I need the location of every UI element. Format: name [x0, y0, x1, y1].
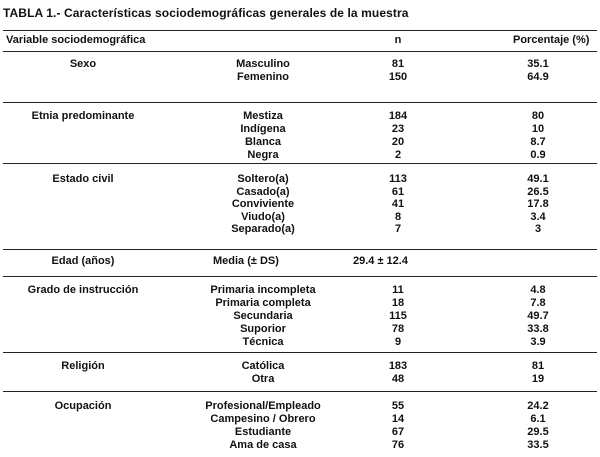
count-value: 14	[391, 413, 405, 425]
percentage-value: 35.1	[527, 58, 549, 70]
category-label: Conviviente	[231, 198, 295, 210]
table-row	[3, 413, 597, 426]
count-value: 18	[391, 297, 405, 309]
count-value: 184	[388, 110, 408, 122]
percentage-value: 24.2	[527, 400, 549, 412]
category-label: Casado(a)	[236, 185, 290, 198]
percentage-value: 3.4	[530, 210, 546, 223]
category-label: Técnica	[242, 336, 284, 348]
variable-label: Religión	[61, 360, 105, 372]
count-value: 23	[391, 123, 405, 135]
table-body	[3, 52, 597, 457]
category-label: Masculino	[236, 58, 290, 70]
count-value: 81	[391, 58, 405, 70]
category-label: Ama de casa	[229, 439, 297, 451]
category-label: Femenino	[237, 71, 289, 83]
percentage-value: 33.5	[527, 439, 549, 451]
variable-label: Estado civil	[52, 173, 114, 185]
count-value: 11	[392, 284, 404, 296]
table-row	[3, 149, 597, 162]
category-label: Blanca	[244, 136, 282, 148]
count-value: 41	[391, 198, 405, 210]
group-separator-rule	[3, 352, 597, 353]
table-caption: TABLA 1.- Características sociodemográficas generales de la muestra	[3, 6, 409, 20]
count-value: 20	[391, 136, 405, 148]
category-label: Secundaria	[233, 310, 293, 322]
table-row	[3, 110, 597, 123]
count-value: 61	[391, 185, 405, 198]
table-row	[3, 426, 597, 439]
percentage-value: 0.9	[530, 149, 546, 161]
table-row	[3, 58, 597, 71]
percentage-value: 49.7	[527, 310, 549, 322]
table-row	[3, 198, 597, 211]
media-label: Media (± DS)	[213, 255, 279, 267]
count-value: 8	[394, 210, 402, 223]
variable-label: Etnia predominante	[31, 110, 135, 122]
table-row	[3, 336, 597, 349]
table-row	[3, 284, 597, 297]
percentage-value: 64.9	[527, 71, 549, 83]
table-row	[3, 360, 597, 373]
variable-label: Edad (años)	[51, 255, 115, 267]
percentage-value: 81	[531, 360, 545, 372]
percentage-value: 6.1	[530, 413, 546, 425]
category-label: Indígena	[240, 123, 286, 135]
percentage-value: 17.8	[527, 198, 549, 210]
table-row	[3, 186, 597, 199]
category-label: Primaria completa	[215, 297, 311, 309]
percentage-value: 4.8	[530, 284, 546, 296]
count-value: 150	[388, 71, 408, 83]
count-value: 115	[389, 310, 407, 322]
header-n: n	[394, 34, 402, 46]
count-value: 67	[391, 426, 405, 438]
count-value: 55	[391, 400, 405, 412]
group-separator-rule	[3, 276, 597, 277]
table-row	[3, 173, 597, 186]
count-value: 48	[391, 373, 405, 385]
table-row	[3, 439, 597, 452]
percentage-value: 80	[531, 110, 545, 122]
table-row	[3, 255, 597, 268]
table-row	[3, 223, 597, 236]
variable-label: Grado de instrucción	[27, 284, 139, 296]
percentage-value: 33.8	[527, 323, 549, 335]
header-variable: Variable sociodemográfica	[6, 34, 146, 46]
category-label: Soltero(a)	[237, 173, 289, 185]
variable-label: Sexo	[69, 58, 97, 70]
count-value: 76	[391, 439, 405, 451]
table-row	[3, 400, 597, 413]
category-label: Otra	[251, 373, 275, 385]
percentage-value: 3.9	[530, 336, 546, 348]
group-separator-rule	[3, 163, 597, 164]
percentage-value: 10	[531, 123, 545, 135]
sociodemographic-table	[3, 30, 597, 457]
count-value: 113	[389, 173, 407, 185]
percentage-value: 3	[534, 223, 542, 235]
table-row	[3, 297, 597, 310]
category-label: Católica	[241, 360, 285, 372]
table-row	[3, 211, 597, 224]
group-separator-rule	[3, 391, 597, 392]
table-row	[3, 310, 597, 323]
table-header-row	[3, 31, 597, 51]
group-separator-rule	[3, 249, 597, 250]
category-label: Campesino / Obrero	[210, 413, 316, 425]
category-label: Primaria incompleta	[210, 284, 316, 296]
category-label: Mestiza	[243, 110, 283, 122]
percentage-value: 29.5	[527, 426, 549, 438]
count-value: 183	[388, 360, 408, 372]
percentage-value: 8.7	[530, 136, 546, 148]
category-label: Viudo(a)	[241, 210, 285, 223]
count-value: 9	[394, 336, 402, 348]
percentage-value: 49.1	[527, 173, 549, 185]
category-label: Suporior	[240, 323, 286, 335]
table-row	[3, 71, 597, 84]
table-row	[3, 136, 597, 149]
count-value: 7	[394, 223, 402, 235]
group-separator-rule	[3, 102, 597, 103]
category-label: Separado(a)	[231, 223, 295, 235]
table-row	[3, 323, 597, 336]
count-value: 78	[391, 323, 405, 335]
count-value: 2	[394, 149, 402, 161]
percentage-value: 7.8	[530, 297, 546, 309]
media-value: 29.4 ± 12.4	[353, 255, 408, 267]
percentage-value: 26.5	[527, 185, 549, 198]
percentage-value: 19	[531, 373, 545, 385]
category-label: Estudiante	[234, 426, 292, 438]
header-percentage: Porcentaje (%)	[513, 34, 590, 46]
category-label: Profesional/Empleado	[205, 400, 321, 412]
table-row	[3, 123, 597, 136]
table-row	[3, 373, 597, 386]
variable-label: Ocupación	[54, 400, 112, 412]
category-label: Negra	[247, 149, 279, 161]
